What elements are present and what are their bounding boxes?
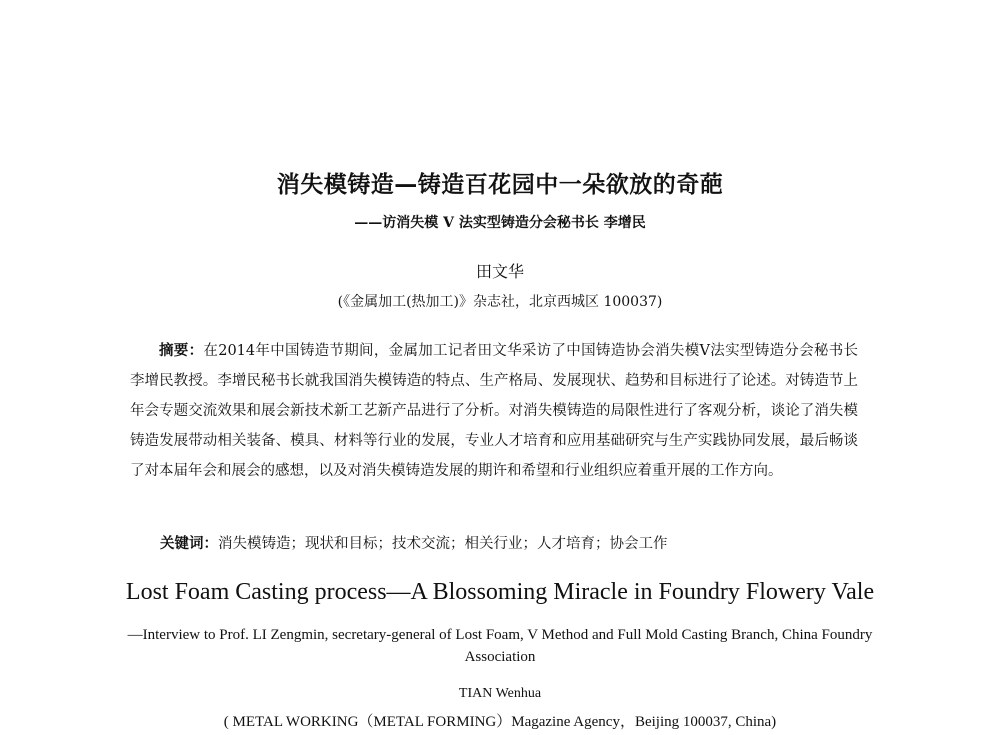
english-affiliation: ( METAL WORKING（METAL FORMING）Magazine Agency，Beijing 100037, China)	[223, 714, 777, 730]
abstract-label: 摘要：	[159, 342, 204, 359]
english-author: TIAN Wenhua	[458, 686, 542, 701]
keywords-text: 消失模铸造；现状和目标；技术交流；相关行业；人才培育；协会工作	[218, 536, 668, 552]
chinese-author: 田文华	[475, 262, 524, 281]
abstract-text: 在2014年中国铸造节期间，金属加工记者田文华采访了中国铸造协会消失模V法实型铸造分会秘书长李增民教授。李增民秘书长就我国消失模铸造的特点、生产格局、发展现状、趋势和目标进行了论述。对铸造节上年会专题交流效果和展会新技术新工艺新产品进行了分析。对消失模铸造的局限性进行了客观分析，谈论了消失模铸造发展带动相关装备、模具、材料等行业的发展，专业人才培育和应用基础研究与生产实践协同发展，最后畅谈了对本届年会和展会的感想，以及对消失模铸造发展的期许和希望和行业组织应着重开展的工作方向。	[130, 343, 859, 479]
chinese-keywords	[160, 532, 668, 553]
english-subtitle: —Interview to Prof. LI Zengmin, secretary-general of Lost Foam, V Method and Full Mold Casting Branch, China Foundry Association	[127, 627, 873, 665]
chinese-subtitle: ——访消失模 V 法实型铸造分会秘书长 李增民	[354, 215, 646, 231]
chinese-affiliation: (《金属加工(热加工)》杂志社，北京西城区 100037)	[337, 294, 663, 310]
chinese-title: 消失模铸造—铸造百花园中一朵欲放的奇葩	[276, 172, 724, 198]
keywords-label: 关键词：	[160, 535, 218, 552]
chinese-abstract	[130, 336, 858, 486]
english-title: Lost Foam Casting process—A Blossoming Miracle in Foundry Flowery Vale	[125, 579, 875, 605]
